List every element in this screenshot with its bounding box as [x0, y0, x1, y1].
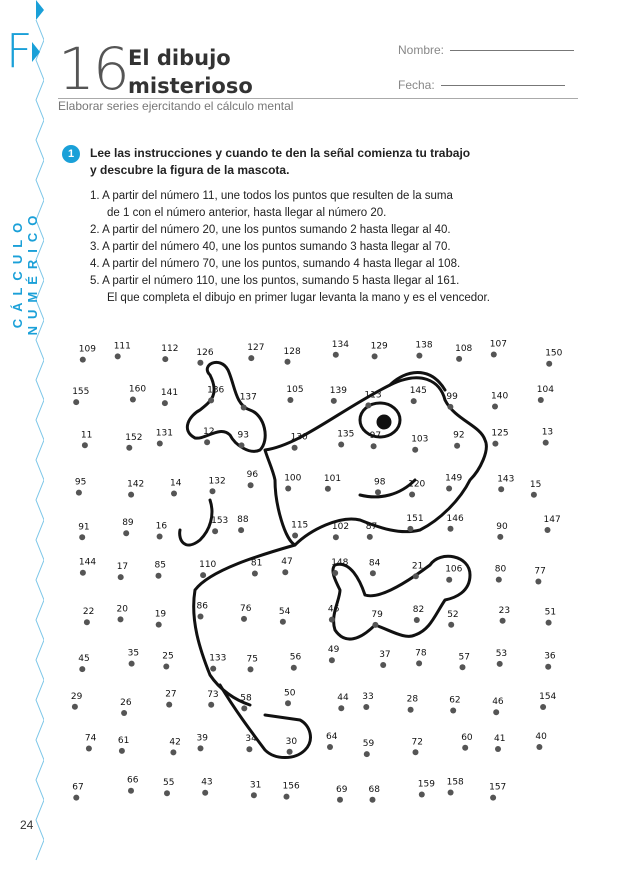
dot-point[interactable]	[409, 492, 415, 498]
dot-number-label: 104	[536, 385, 554, 395]
dot-number-label: 154	[539, 692, 557, 702]
dot-number-label: 52	[447, 609, 459, 620]
dot-number-label: 60	[461, 732, 473, 743]
dot-point[interactable]	[164, 790, 170, 796]
dot-point[interactable]	[372, 622, 378, 628]
dot-number-label: 75	[246, 654, 258, 665]
dot-point[interactable]	[166, 702, 172, 708]
dot-number-label: 146	[446, 513, 464, 524]
dot-point[interactable]	[241, 405, 247, 411]
dot-point[interactable]	[419, 792, 425, 798]
date-field[interactable]	[398, 78, 565, 92]
dot-number-label: 139	[329, 385, 347, 396]
dot-point[interactable]	[491, 352, 497, 358]
dot-number-label: 137	[239, 392, 257, 403]
dot-point[interactable]	[248, 666, 254, 672]
dot-point[interactable]	[248, 482, 254, 488]
dot-point[interactable]	[292, 445, 298, 451]
dot-point[interactable]	[162, 400, 168, 406]
section-letter: F	[6, 24, 33, 78]
dot-point[interactable]	[121, 710, 127, 716]
dot-number-label: 77	[534, 566, 546, 577]
dot-point[interactable]	[202, 790, 208, 796]
dot-point[interactable]	[448, 790, 454, 796]
dot-point[interactable]	[329, 657, 335, 663]
title-line-2: misterioso	[128, 74, 253, 98]
dot-number-label: 87	[365, 521, 378, 532]
dot-number-label: 126	[196, 347, 214, 358]
dot-point[interactable]	[291, 665, 297, 671]
dot-point[interactable]	[363, 704, 369, 710]
name-label: Nombre:	[398, 43, 445, 57]
dot-number-label: 100	[284, 473, 302, 484]
dot-number-label: 50	[284, 688, 296, 699]
dot-number-label: 57	[458, 652, 470, 663]
step-1-cont: de 1 con el número anterior, hasta llegar al número 20.	[107, 207, 387, 219]
dot-number-label: 76	[240, 603, 252, 614]
dot-number-label: 159	[417, 779, 435, 790]
dot-number-label: 64	[326, 732, 338, 742]
dot-point[interactable]	[246, 746, 252, 752]
dot-point[interactable]	[197, 360, 203, 366]
dot-number-label: 130	[290, 432, 308, 443]
dot-number-label: 153	[211, 516, 229, 527]
dot-number-label: 46	[492, 697, 504, 708]
dot-number-label: 47	[281, 557, 293, 568]
dot-point[interactable]	[412, 447, 418, 453]
dot-point[interactable]	[535, 579, 541, 585]
dot-point[interactable]	[285, 700, 291, 706]
dot-number-label: 149	[445, 473, 463, 484]
dot-number-label: 111	[113, 341, 131, 352]
dot-point[interactable]	[325, 486, 331, 492]
dot-number-label: 103	[411, 434, 429, 445]
chevron-edge-icon	[0, 0, 44, 867]
dot-number-label: 69	[336, 784, 348, 795]
dot-number-label: 68	[368, 784, 380, 795]
dot-number-label: 142	[127, 479, 145, 490]
dot-number-label: 45	[78, 654, 90, 665]
dot-number-label: 155	[72, 387, 90, 398]
dot-point[interactable]	[493, 709, 499, 715]
dot-number-label: 96	[246, 470, 259, 481]
dot-point[interactable]	[497, 661, 503, 667]
dot-point[interactable]	[370, 570, 376, 576]
dot-number-label: 101	[323, 473, 342, 484]
dot-point[interactable]	[367, 534, 373, 540]
dot-number-label: 51	[544, 607, 557, 618]
dot-number-label: 13	[541, 427, 554, 438]
dot-number-label: 37	[379, 650, 391, 660]
dot-point[interactable]	[545, 527, 551, 533]
dot-point[interactable]	[252, 571, 258, 577]
dot-number-label: 107	[489, 339, 507, 350]
dot-point[interactable]	[156, 622, 162, 628]
dot-point[interactable]	[282, 569, 288, 575]
dot-point[interactable]	[210, 488, 216, 494]
dot-number-label: 44	[337, 693, 349, 704]
dot-point[interactable]	[287, 397, 293, 403]
dot-point[interactable]	[251, 792, 257, 798]
dot-point[interactable]	[208, 702, 214, 708]
dot-to-dot-drawing[interactable]	[60, 330, 580, 830]
dot-point[interactable]	[450, 708, 456, 714]
dot-point[interactable]	[500, 618, 506, 624]
dot-point[interactable]	[76, 490, 82, 496]
dot-point[interactable]	[460, 664, 466, 670]
dot-point[interactable]	[365, 402, 371, 408]
dot-number-label: 92	[453, 430, 465, 441]
steps-list	[90, 188, 560, 307]
exercise-number-badge: 1	[62, 145, 80, 163]
dot-point[interactable]	[241, 705, 247, 711]
dot-number-label: 29	[70, 691, 83, 702]
numbered-dots	[71, 340, 563, 803]
step-2: 2. A partir del número 20, une los puntos sumando 2 hasta llegar al 40.	[90, 224, 451, 236]
dot-number-label: 27	[165, 689, 177, 700]
dot-number-label: 41	[494, 734, 506, 744]
dot-point[interactable]	[123, 530, 129, 536]
dot-point[interactable]	[128, 788, 134, 794]
dot-point[interactable]	[241, 616, 247, 622]
dot-number-label: 98	[374, 477, 386, 488]
dot-number-label: 143	[497, 474, 515, 485]
instruction-line-1: Lee las instrucciones y cuando te den la señal comienza tu trabajo	[90, 146, 471, 160]
dot-number-label: 102	[331, 522, 350, 533]
dot-point[interactable]	[538, 397, 544, 403]
dot-number-label: 22	[82, 607, 95, 618]
dot-point[interactable]	[73, 795, 79, 801]
dot-point[interactable]	[380, 662, 386, 668]
dot-number-label: 115	[291, 520, 309, 531]
dot-number-label: 105	[286, 385, 304, 395]
dot-point[interactable]	[337, 797, 343, 803]
dot-point[interactable]	[156, 573, 162, 579]
dot-number-label: 35	[127, 648, 140, 659]
dot-number-label: 125	[491, 428, 509, 439]
dot-point[interactable]	[545, 664, 551, 670]
dot-point[interactable]	[198, 614, 204, 620]
dot-number-label: 39	[196, 733, 208, 744]
dot-number-label: 21	[411, 561, 424, 572]
dot-number-label: 67	[72, 782, 84, 793]
dot-number-label: 157	[489, 782, 507, 793]
dot-point[interactable]	[157, 534, 163, 540]
dot-point[interactable]	[285, 486, 291, 492]
dot-number-label: 80	[494, 564, 507, 575]
dot-point[interactable]	[407, 526, 413, 532]
dot-point[interactable]	[364, 751, 370, 757]
dot-number-label: 120	[408, 479, 426, 490]
dot-point[interactable]	[413, 573, 419, 579]
dot-number-label: 110	[199, 560, 217, 571]
dot-number-label: 20	[116, 604, 128, 615]
dot-point[interactable]	[79, 666, 85, 672]
dot-number-label: 128	[283, 346, 301, 357]
dot-point[interactable]	[498, 486, 504, 492]
dot-number-label: 30	[285, 736, 298, 747]
dot-number-label: 132	[208, 476, 226, 487]
dot-point[interactable]	[333, 352, 339, 358]
dot-point[interactable]	[80, 357, 86, 363]
name-field[interactable]	[398, 43, 574, 57]
dot-point[interactable]	[212, 528, 218, 534]
dot-point[interactable]	[496, 577, 502, 583]
dot-number-label: 58	[240, 693, 252, 704]
side-edge-decoration	[0, 0, 44, 867]
dot-number-label: 40	[535, 732, 547, 742]
dot-point[interactable]	[416, 660, 422, 666]
dot-number-label: 15	[529, 479, 542, 490]
dot-point[interactable]	[456, 356, 462, 362]
dot-point[interactable]	[536, 744, 542, 750]
dot-point[interactable]	[531, 492, 537, 498]
dot-point[interactable]	[208, 397, 214, 403]
date-line[interactable]	[441, 85, 565, 86]
dot-point[interactable]	[411, 398, 417, 404]
dot-point[interactable]	[446, 577, 452, 583]
dot-number-label: 84	[368, 558, 381, 569]
dot-number-label: 56	[289, 652, 302, 663]
dot-number-label: 99	[446, 391, 458, 402]
dot-number-label: 85	[154, 560, 166, 571]
dot-point[interactable]	[204, 439, 210, 445]
dot-number-label: 55	[163, 778, 175, 789]
dot-point[interactable]	[497, 534, 503, 540]
dot-number-label: 91	[78, 522, 90, 533]
dot-number-label: 73	[207, 689, 219, 700]
dot-number-label: 28	[406, 694, 419, 705]
dot-point[interactable]	[413, 749, 419, 755]
dot-point[interactable]	[285, 359, 291, 365]
dot-point[interactable]	[462, 745, 468, 751]
dot-number-label: 90	[496, 521, 508, 532]
dot-number-label: 108	[455, 343, 473, 354]
dot-number-label: 97	[369, 431, 382, 442]
dot-point[interactable]	[414, 617, 420, 623]
dot-number-label: 12	[203, 427, 215, 438]
dot-number-label: 141	[160, 388, 179, 399]
dot-point[interactable]	[163, 664, 169, 670]
dot-number-label: 46	[327, 604, 340, 615]
dot-point[interactable]	[84, 619, 90, 625]
dot-number-label: 138	[415, 340, 433, 351]
dot-number-label: 134	[331, 339, 349, 350]
dot-point[interactable]	[546, 361, 552, 367]
dot-number-label: 160	[128, 384, 147, 395]
dot-point[interactable]	[448, 526, 454, 532]
dot-point[interactable]	[329, 617, 335, 623]
dot-number-label: 14	[170, 478, 182, 489]
step-1: 1. A partir del número 11, une todos los puntos que resulten de la suma	[90, 190, 453, 202]
dot-number-label: 78	[415, 648, 427, 659]
dot-point[interactable]	[129, 661, 135, 667]
dot-number-label: 31	[249, 780, 262, 791]
dot-number-label: 152	[125, 432, 143, 443]
dot-point[interactable]	[371, 443, 377, 449]
dot-point[interactable]	[416, 353, 422, 359]
dot-number-label: 23	[498, 605, 511, 616]
dot-number-label: 25	[162, 651, 174, 662]
dot-point[interactable]	[292, 533, 298, 539]
dot-point[interactable]	[157, 441, 163, 447]
step-5: 5. A partir el número 110, une los puntos, sumando 5 hasta llegar al 161.	[90, 275, 460, 287]
dot-point[interactable]	[73, 399, 79, 405]
dot-point[interactable]	[448, 622, 454, 628]
dot-number-label: 135	[337, 429, 355, 440]
dot-number-label: 129	[370, 341, 388, 352]
dot-number-label: 26	[120, 698, 132, 708]
dot-point[interactable]	[447, 404, 453, 410]
step-4: 4. A partir del número 70, une los puntos, sumando 4 hasta llegar al 108.	[90, 258, 461, 270]
dot-point[interactable]	[492, 441, 498, 447]
dot-number-label: 17	[116, 562, 129, 573]
dot-number-label: 79	[371, 609, 383, 620]
dot-number-label: 113	[364, 390, 382, 401]
dot-point[interactable]	[446, 486, 452, 492]
dot-number-label: 88	[237, 515, 249, 526]
dot-point[interactable]	[338, 705, 344, 711]
dot-number-label: 11	[80, 430, 93, 441]
dot-point[interactable]	[119, 748, 125, 754]
title-line-1: El dibujo	[128, 46, 231, 70]
dot-point[interactable]	[200, 572, 206, 578]
dot-number-label: 66	[127, 775, 139, 786]
dot-point[interactable]	[118, 616, 124, 622]
dot-point[interactable]	[540, 704, 546, 710]
dot-point[interactable]	[198, 745, 204, 751]
dot-number-label: 133	[209, 653, 227, 664]
dot-point[interactable]	[210, 666, 216, 672]
dot-point[interactable]	[72, 704, 78, 710]
dot-number-label: 127	[247, 343, 265, 354]
dot-point[interactable]	[239, 442, 245, 448]
dot-point[interactable]	[79, 534, 85, 540]
subtitle: Elaborar series ejercitando el cálculo mental	[58, 99, 294, 113]
dot-point[interactable]	[118, 574, 124, 580]
dot-point[interactable]	[162, 356, 168, 362]
dot-point[interactable]	[86, 746, 92, 752]
dot-number-label: 59	[362, 739, 375, 750]
dot-number-label: 74	[84, 733, 97, 744]
dot-number-label: 34	[245, 734, 257, 745]
dot-number-label: 145	[409, 386, 427, 397]
dot-point[interactable]	[327, 744, 333, 750]
dot-number-label: 148	[331, 558, 349, 568]
dot-number-label: 109	[78, 344, 96, 355]
dot-number-label: 151	[406, 513, 424, 524]
dot-point[interactable]	[331, 398, 337, 404]
dot-point[interactable]	[238, 527, 244, 533]
dot-number-label: 106	[445, 564, 463, 575]
dot-number-label: 54	[278, 606, 291, 617]
dot-number-label: 136	[207, 385, 225, 396]
dot-point[interactable]	[115, 353, 121, 359]
dot-point[interactable]	[332, 570, 338, 576]
dot-point[interactable]	[372, 353, 378, 359]
dot-point[interactable]	[492, 404, 498, 410]
name-line[interactable]	[450, 50, 574, 51]
dot-point[interactable]	[287, 749, 293, 755]
dot-point[interactable]	[490, 795, 496, 801]
dot-number-label: 93	[237, 430, 249, 441]
dot-point[interactable]	[248, 355, 254, 361]
dot-number-label: 140	[491, 391, 509, 402]
dot-number-label: 42	[169, 737, 181, 748]
dot-number-label: 89	[122, 518, 134, 529]
dot-number-label: 19	[154, 609, 167, 620]
dot-number-label: 61	[117, 735, 130, 746]
exercise-instruction	[90, 145, 550, 179]
dot-point[interactable]	[333, 534, 339, 540]
dot-number-label: 158	[446, 777, 464, 788]
dot-number-label: 62	[449, 695, 461, 706]
dot-number-label: 95	[74, 477, 87, 488]
dot-number-label: 112	[161, 344, 179, 355]
dot-point[interactable]	[408, 707, 414, 713]
dot-number-label: 49	[327, 645, 340, 656]
vertical-section-label: CÁLCULO NUMÉRICO	[10, 208, 40, 336]
dot-number-label: 43	[201, 777, 213, 788]
page-title	[128, 44, 253, 100]
dot-number-label: 33	[362, 692, 374, 702]
date-label: Fecha:	[398, 78, 435, 92]
dot-point[interactable]	[454, 443, 460, 449]
dot-number-label: 81	[250, 558, 263, 569]
dot-point[interactable]	[546, 620, 552, 626]
instruction-line-2: y descubre la figura de la mascota.	[90, 163, 290, 177]
unit-number: 16	[58, 35, 128, 103]
dot-point[interactable]	[280, 619, 286, 625]
dot-point[interactable]	[128, 492, 134, 498]
dot-point[interactable]	[338, 442, 344, 448]
dot-point[interactable]	[82, 442, 88, 448]
dot-point[interactable]	[170, 749, 176, 755]
dot-number-label: 147	[543, 515, 561, 525]
dot-point[interactable]	[370, 797, 376, 803]
dot-number-label: 53	[495, 648, 508, 659]
dot-point[interactable]	[495, 746, 501, 752]
dot-point[interactable]	[171, 491, 177, 497]
step-3: 3. A partir del número 40, une los puntos sumando 3 hasta llegar al 70.	[90, 241, 451, 253]
dot-point[interactable]	[284, 794, 290, 800]
dot-number-label: 144	[78, 557, 97, 568]
dot-number-label: 150	[545, 348, 563, 359]
dot-number-label: 16	[155, 521, 168, 532]
dot-point[interactable]	[375, 489, 381, 495]
dot-number-label: 86	[196, 601, 208, 612]
dot-number-label: 131	[155, 428, 173, 439]
dot-number-label: 82	[412, 605, 425, 615]
dot-point[interactable]	[80, 570, 86, 576]
dot-point[interactable]	[126, 445, 132, 451]
dot-point[interactable]	[543, 440, 549, 446]
dot-number-label: 36	[544, 651, 556, 662]
step-closing: El que completa el dibujo en primer lugar levanta la mano y es el vencedor.	[107, 292, 490, 304]
page-number: 24	[20, 818, 34, 832]
dot-number-label: 156	[282, 781, 300, 792]
dot-number-label: 72	[411, 737, 423, 748]
dot-point[interactable]	[130, 397, 136, 403]
